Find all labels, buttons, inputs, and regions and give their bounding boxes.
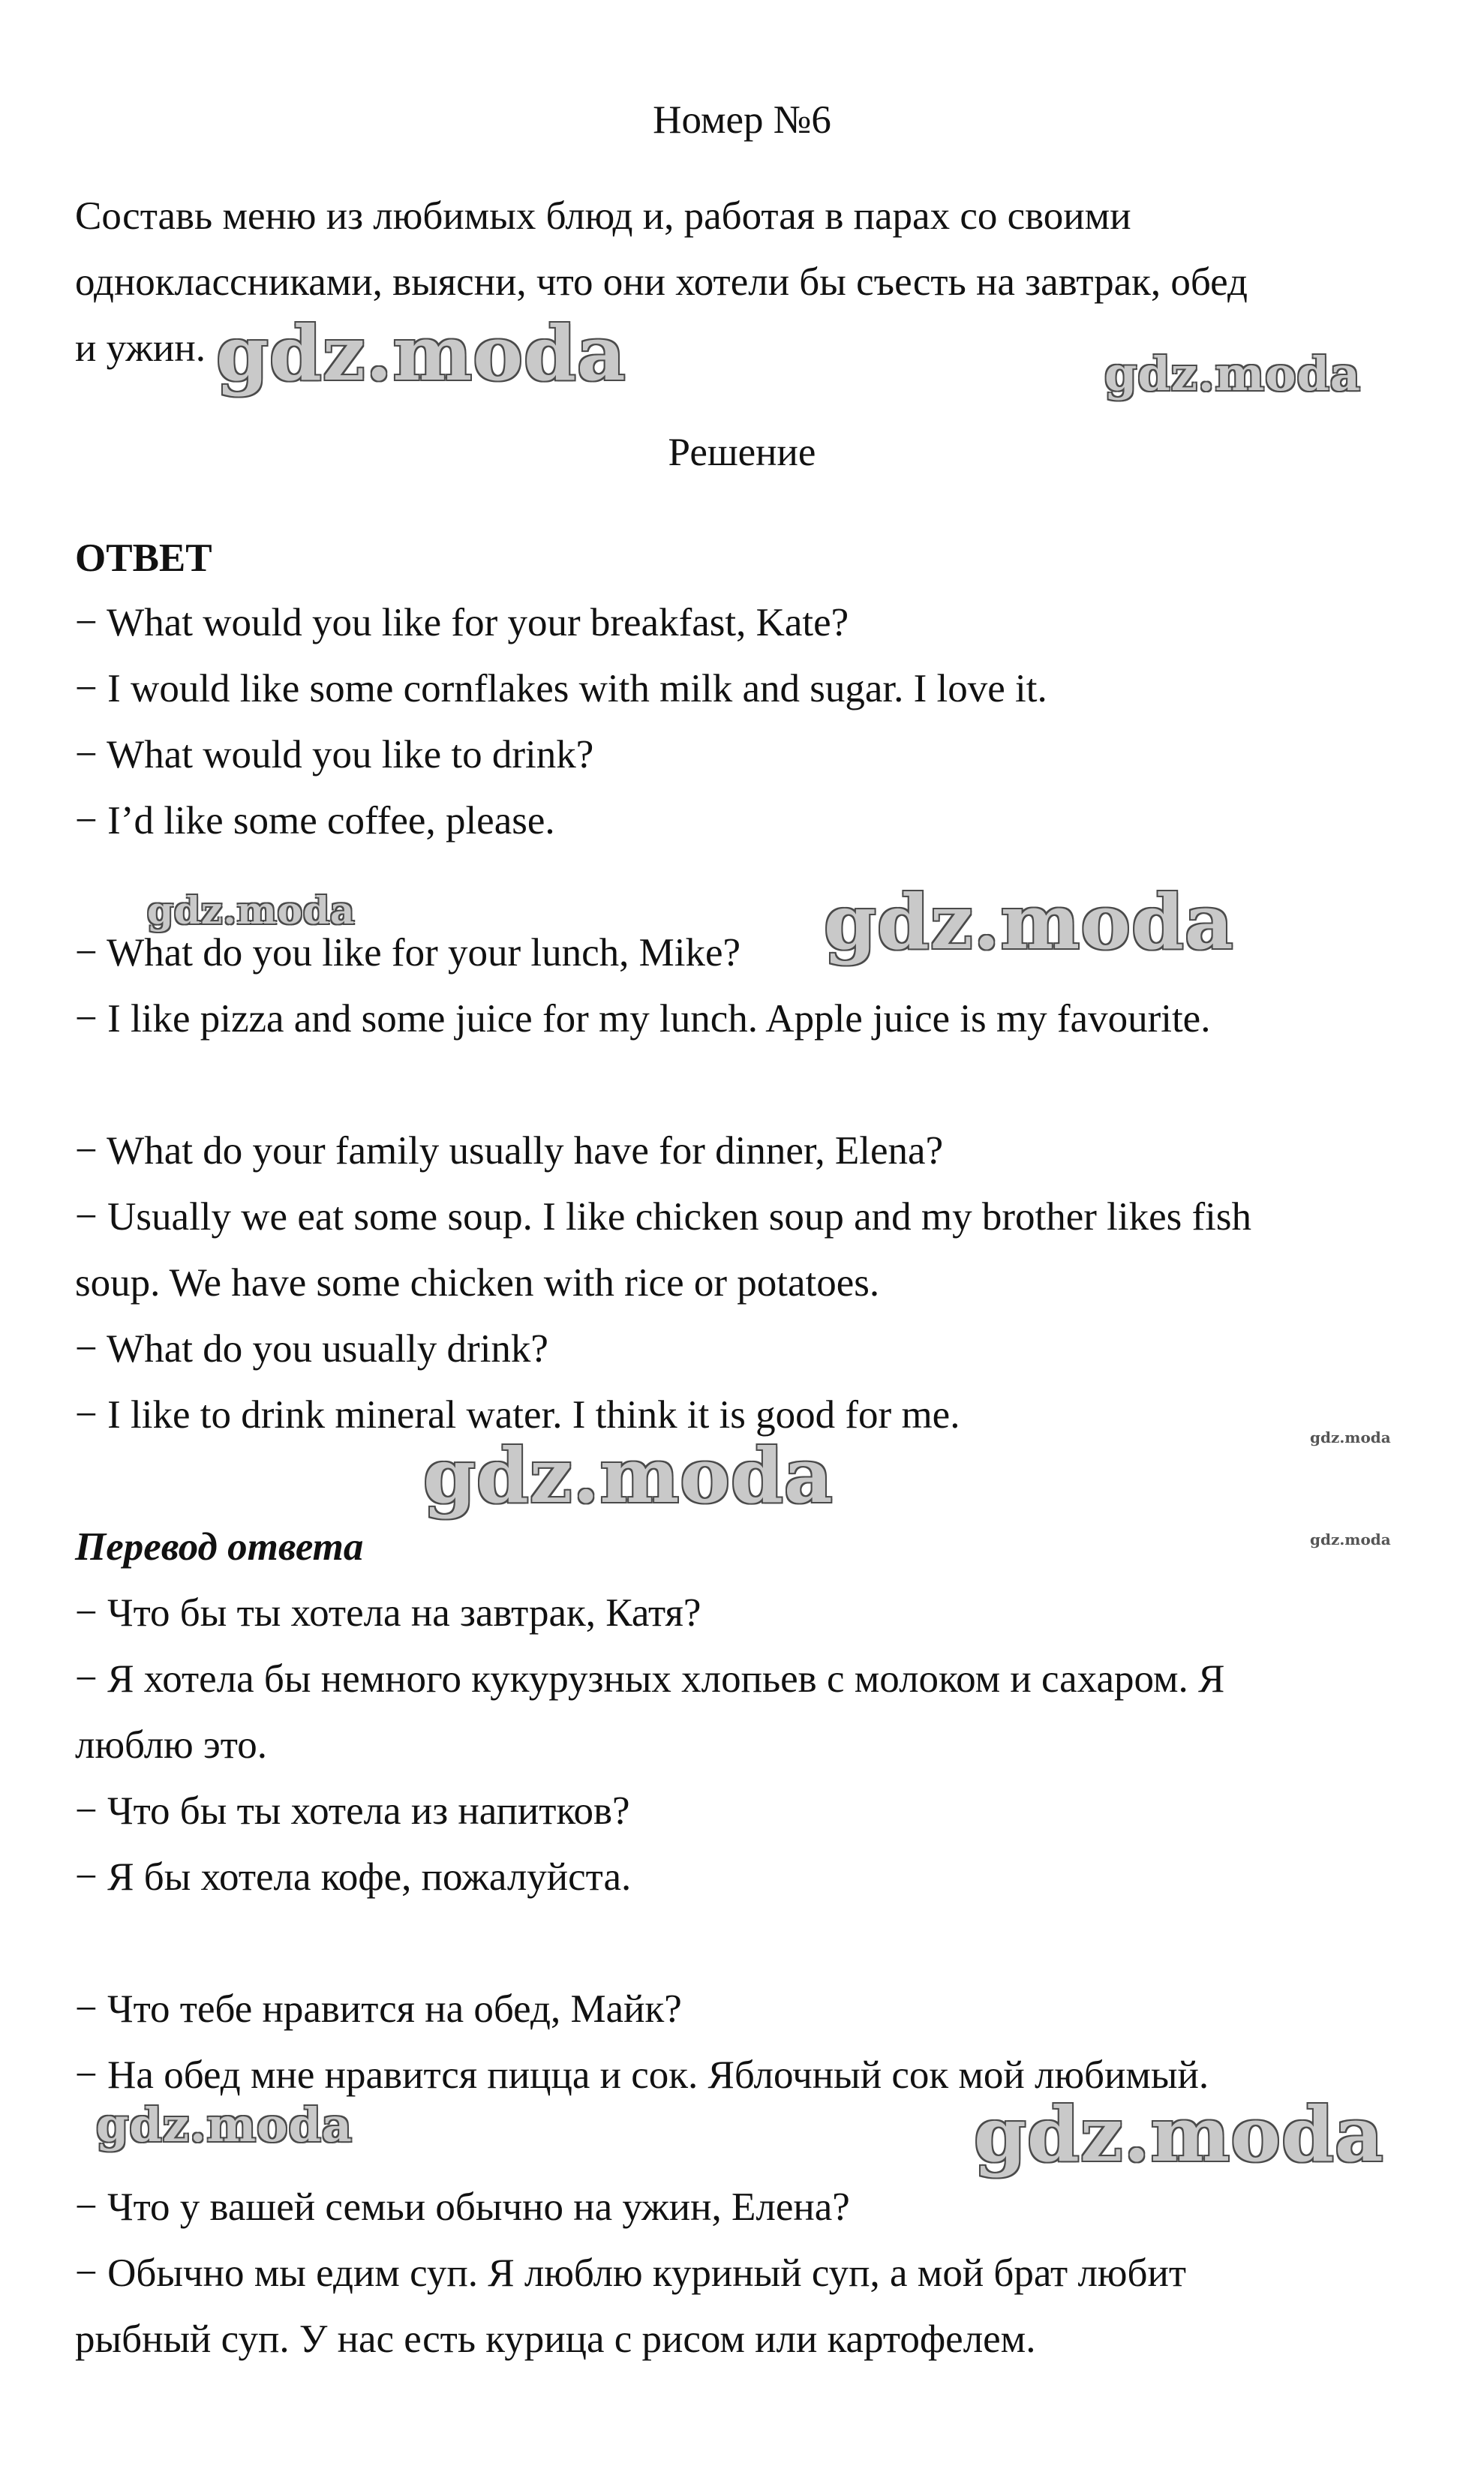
watermark-4: gdz.moda xyxy=(824,878,1234,966)
translation-line-10: рыбный суп. У нас есть курица с рисом или картофелем. xyxy=(75,2317,1036,2361)
answer-line-1: − What would you like for your breakfast, Kate? xyxy=(75,601,849,644)
task-line-3: и ужин. xyxy=(75,326,206,370)
task-line-2: одноклассниками, выясни, что они хотели бы съесть на завтрак, обед xyxy=(75,260,1248,304)
translation-line-1: − Что бы ты хотела на завтрак, Катя? xyxy=(75,1591,701,1635)
watermark-8: gdz.moda xyxy=(96,2098,353,2152)
translation-line-3: люблю это. xyxy=(75,1723,267,1767)
solution-label: Решение xyxy=(668,431,816,474)
answer-line-3: − What would you like to drink? xyxy=(75,733,594,776)
watermark-1: gdz.moda xyxy=(216,309,626,398)
task-line-1: Составь меню из любимых блюд и, работая в парах со своими xyxy=(75,194,1131,238)
page-title: Номер №6 xyxy=(653,98,831,142)
translation-line-2: − Я хотела бы немного кукурузных хлопьев с молоком и сахаром. Я xyxy=(75,1657,1225,1701)
answer-line-7: − What do your family usually have for dinner, Elena? xyxy=(75,1129,944,1173)
translation-line-7: − На обед мне нравится пицца и сок. Яблочный сок мой любимый. xyxy=(75,2053,1209,2097)
answer-line-6: − I like pizza and some juice for my lunch. Apple juice is my favourite. xyxy=(75,997,1211,1041)
answer-line-2: − I would like some cornflakes with milk and sugar. I love it. xyxy=(75,667,1047,710)
watermark-2: gdz.moda xyxy=(1104,347,1361,401)
translation-line-8: − Что у вашей семьи обычно на ужин, Елена? xyxy=(75,2185,850,2229)
watermark-3: gdz.moda xyxy=(147,888,356,933)
watermark-6: gdz.moda xyxy=(423,1431,834,1520)
answer-line-4: − I’d like some coffee, please. xyxy=(75,799,555,843)
answer-line-11: − I like to drink mineral water. I think it is good for me. xyxy=(75,1393,960,1437)
answer-line-8: − Usually we eat some soup. I like chicken soup and my brother likes fish xyxy=(75,1195,1252,1239)
translation-line-6: − Что тебе нравится на обед, Майк? xyxy=(75,1987,682,2031)
translation-line-5: − Я бы хотела кофе, пожалуйста. xyxy=(75,1855,632,1899)
translation-heading: Перевод ответа xyxy=(75,1525,364,1569)
answer-line-10: − What do you usually drink? xyxy=(75,1327,548,1371)
watermark-9: gdz.moda xyxy=(974,2090,1384,2179)
translation-line-9: − Обычно мы едим суп. Я люблю куриный суп, а мой брат любит xyxy=(75,2251,1186,2295)
watermark-5: gdz.moda xyxy=(1310,1428,1391,1446)
translation-line-4: − Что бы ты хотела из напитков? xyxy=(75,1789,630,1833)
answer-line-9: soup. We have some chicken with rice or potatoes. xyxy=(75,1261,880,1305)
answer-heading: ОТВЕТ xyxy=(75,536,212,580)
watermark-7: gdz.moda xyxy=(1310,1530,1391,1548)
answer-line-5: − What do you like for your lunch, Mike? xyxy=(75,931,741,975)
